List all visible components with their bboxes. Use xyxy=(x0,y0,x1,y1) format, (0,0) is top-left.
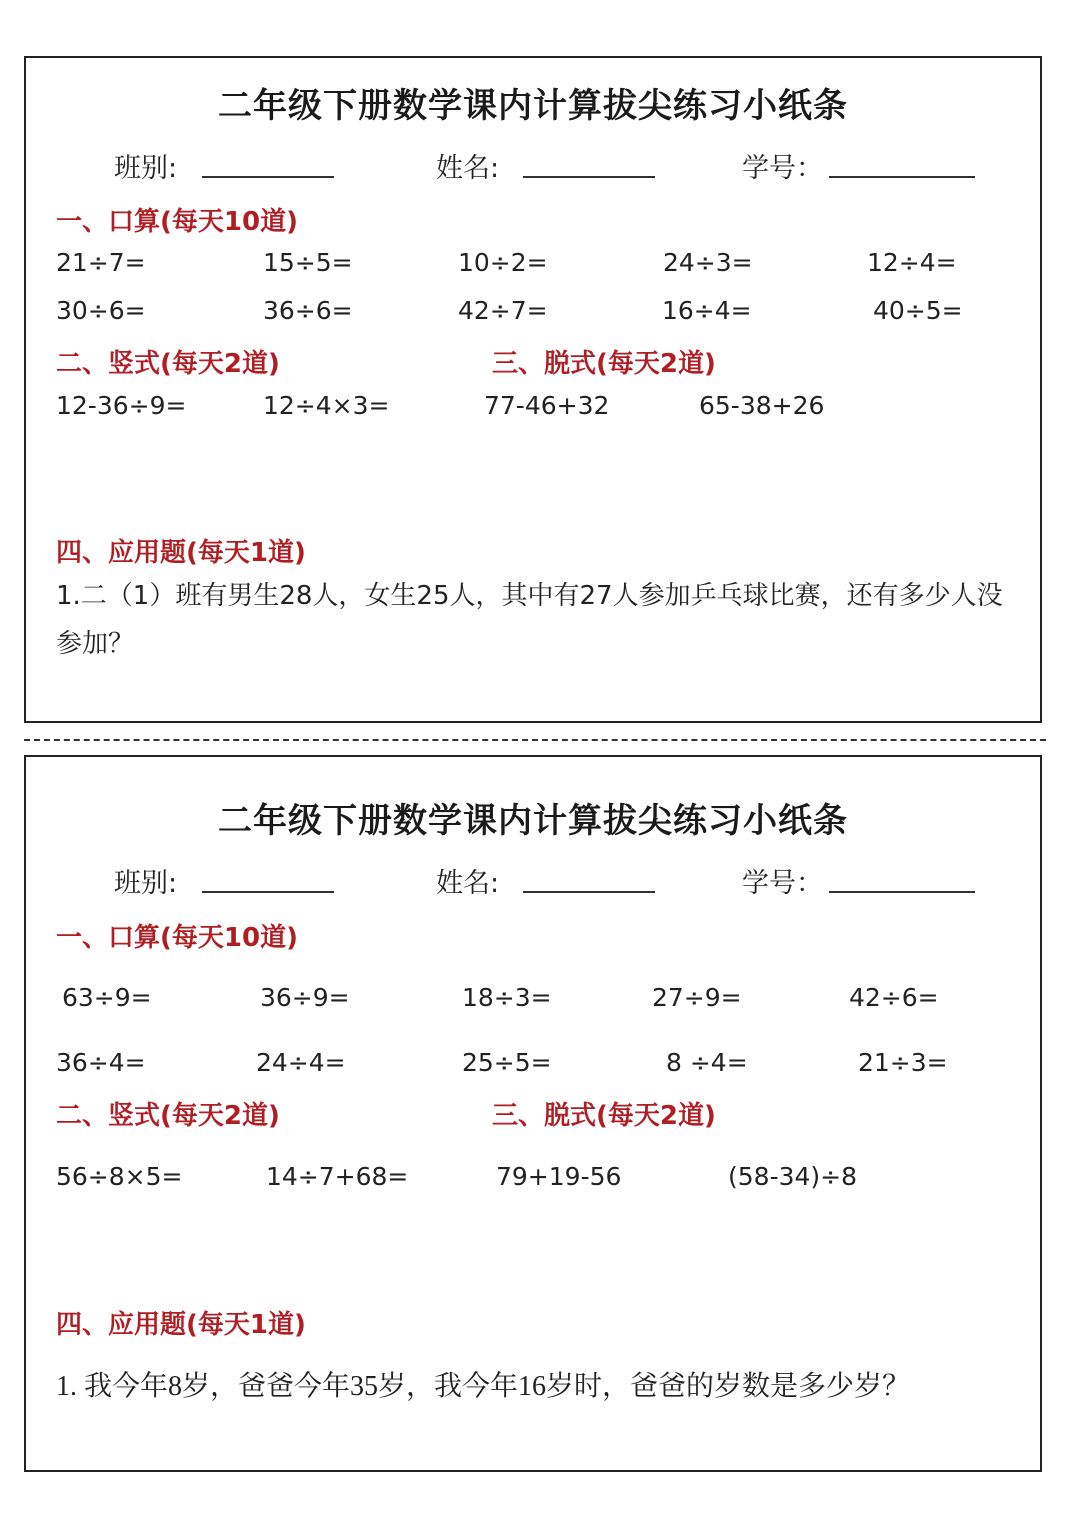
student-id-blank[interactable] xyxy=(829,176,975,178)
section-vertical-heading: 二、竖式(每天2道) xyxy=(56,349,280,379)
oral-item: 42÷7= xyxy=(458,296,548,325)
vertical-item: 12-36÷9= xyxy=(56,391,187,420)
name-blank[interactable] xyxy=(523,891,655,893)
oral-item: 10÷2= xyxy=(458,248,548,277)
oral-item: 21÷3= xyxy=(858,1048,948,1077)
oral-item: 25÷5= xyxy=(462,1048,552,1077)
class-blank[interactable] xyxy=(202,176,334,178)
word-problem-line2: 参加？ xyxy=(56,629,135,659)
oral-item: 42÷6= xyxy=(849,983,939,1012)
oral-item: 30÷6= xyxy=(56,296,146,325)
oral-item: 24÷4= xyxy=(256,1048,346,1077)
oral-item: 40÷5= xyxy=(873,296,963,325)
name-label: 姓名: xyxy=(436,868,500,899)
slip-title: 二年级下册数学课内计算拔尖练习小纸条 xyxy=(218,86,848,126)
oral-item: 18÷3= xyxy=(462,983,552,1012)
practice-slip-1 xyxy=(24,56,1042,723)
vertical-item: 14÷7+68= xyxy=(266,1162,409,1191)
oral-item: 15÷5= xyxy=(263,248,353,277)
stepwise-item: 79+19-56 xyxy=(496,1162,622,1191)
stepwise-item: 65-38+26 xyxy=(699,391,825,420)
word-problem-line1: 1. 我今年8岁，爸爸今年35岁，我今年16岁时，爸爸的岁数是多少岁？ xyxy=(56,1371,911,1402)
oral-item: 63÷9= xyxy=(62,983,152,1012)
oral-item: 8 ÷4= xyxy=(666,1048,748,1077)
oral-item: 36÷6= xyxy=(263,296,353,325)
student-id-blank[interactable] xyxy=(829,891,975,893)
student-id-label: 学号： xyxy=(742,868,823,899)
section-oral-heading: 一、口算(每天10道) xyxy=(56,207,298,237)
section-vertical-heading: 二、竖式(每天2道) xyxy=(56,1101,280,1131)
oral-item: 16÷4= xyxy=(662,296,752,325)
class-label: 班别: xyxy=(114,868,178,899)
name-blank[interactable] xyxy=(523,176,655,178)
oral-item: 24÷3= xyxy=(663,248,753,277)
section-word-problem-heading: 四、应用题(每天1道) xyxy=(56,538,306,568)
slip-title: 二年级下册数学课内计算拔尖练习小纸条 xyxy=(218,801,848,841)
word-problem-line1: 1.二（1）班有男生28人，女生25人，其中有27人参加乒乓球比赛，还有多少人没 xyxy=(56,581,1003,611)
class-label: 班别: xyxy=(114,153,178,184)
oral-item: 12÷4= xyxy=(867,248,957,277)
practice-slip-2 xyxy=(24,755,1042,1472)
oral-item: 36÷9= xyxy=(260,983,350,1012)
stepwise-item: 77-46+32 xyxy=(484,391,610,420)
section-oral-heading: 一、口算(每天10道) xyxy=(56,923,298,953)
class-blank[interactable] xyxy=(202,891,334,893)
section-stepwise-heading: 三、脱式(每天2道) xyxy=(492,1101,716,1131)
stepwise-item: (58-34)÷8 xyxy=(728,1162,858,1191)
cut-line-divider xyxy=(24,739,1046,741)
vertical-item: 12÷4×3= xyxy=(263,391,390,420)
section-word-problem-heading: 四、应用题(每天1道) xyxy=(56,1310,306,1340)
oral-item: 21÷7= xyxy=(56,248,146,277)
oral-item: 36÷4= xyxy=(56,1048,146,1077)
name-label: 姓名: xyxy=(436,153,500,184)
student-id-label: 学号： xyxy=(742,153,823,184)
vertical-item: 56÷8×5= xyxy=(56,1162,183,1191)
oral-item: 27÷9= xyxy=(652,983,742,1012)
section-stepwise-heading: 三、脱式(每天2道) xyxy=(492,349,716,379)
